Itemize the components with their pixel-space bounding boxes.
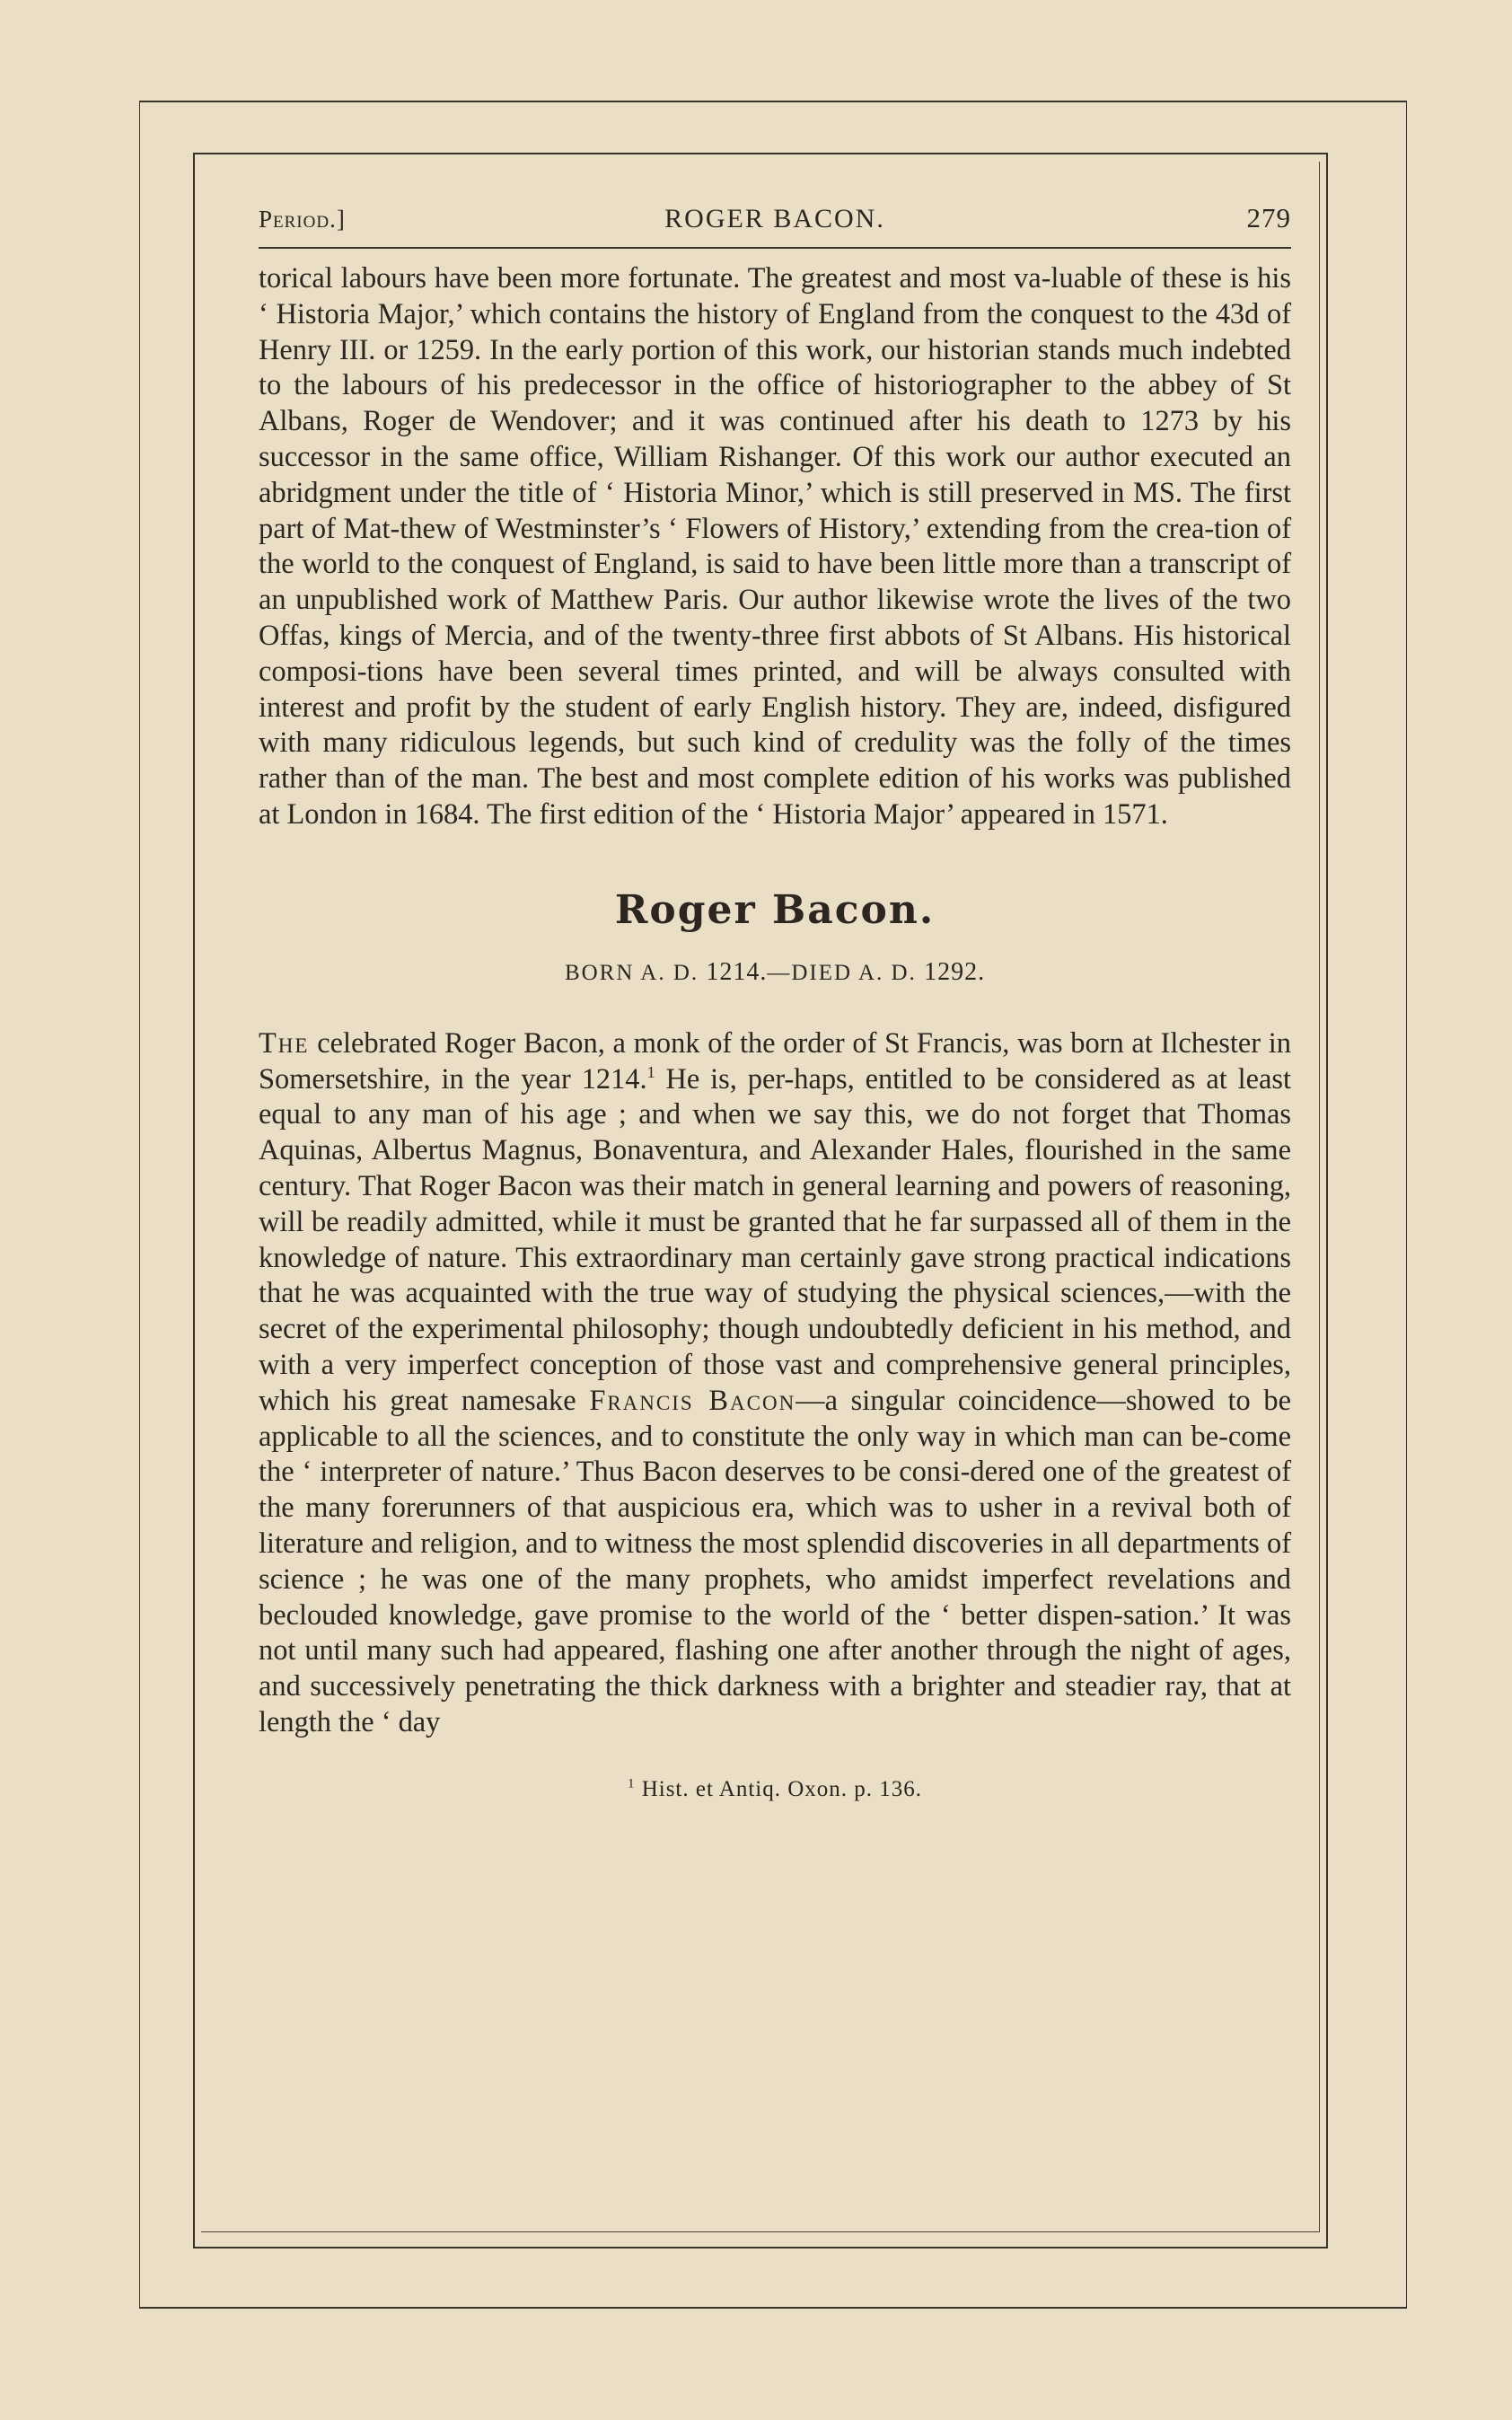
main-text-part1: celebrated Roger Bacon, a monk of the order of St Francis, was born at Ilchester in Somersetshire, in the year 1214. [259, 1026, 1291, 1096]
born-label: BORN A. D. [564, 960, 699, 985]
died-label: DIED A. D. [791, 960, 917, 985]
main-text-part3: —a singular coincidence—showed to be applicable to all the sciences, and to constitute the only way in which man can be-come the ‘ interpreter of nature.’ Thus Bacon deserves to be consi-dered one of the greatest of the many forerunners of that auspicious era, which was to usher in a revival both of literature and religion, and to witness the most splendid discoveries in all departments of science ; he was one of the many prophets, who amidst imperfect revelations and beclouded knowledge, gave promise to the world of the ‘ better dispen-sation.’ It was not until many such had appeared, flashing one after another through the night of ages, and successively penetrating the thick darkness with a brighter and steadier ray, that at length the ‘ day [259, 1384, 1291, 1738]
namesake-name: Francis Bacon [589, 1384, 796, 1417]
footnote-reference: 1 [646, 1062, 655, 1081]
page-number: 279 [1246, 202, 1291, 233]
page-content [259, 202, 1291, 1802]
died-year: 1292. [924, 957, 986, 986]
lead-word: The [259, 1026, 310, 1060]
main-paragraph [259, 1026, 1291, 1741]
footnote [259, 1777, 1291, 1802]
running-head-period: Period.] [259, 206, 346, 233]
section-title: Roger Bacon. [614, 886, 936, 933]
footnote-mark: 1 [627, 1776, 636, 1791]
main-text-part2: He is, per-haps, entitled to be considered as at least equal to any man of his age ; and when we say this, we do not forget that Thomas Aquinas, Albertus Magnus, Bonaventura, and Alexander Hales, flourished in the same century. That Roger Bacon was their match in general learning and powers of reasoning, will be readily admitted, while it must be granted that he far surpassed all of them in the knowledge of nature. This extraordinary man certainly gave strong practical indications that he was acquainted with the true way of studying the physical sciences,—with the secret of the experimental philosophy; though undoubtedly deficient in his method, and with a very imperfect conception of those vast and comprehensive general principles, which his great namesake [259, 1062, 1291, 1417]
footnote-text: Hist. et Antiq. Oxon. p. 136. [635, 1776, 923, 1801]
life-dates [259, 958, 1291, 987]
running-head-title: ROGER BACON. [664, 204, 885, 233]
running-head [259, 202, 1291, 249]
born-year: 1214. [706, 957, 768, 986]
dates-dash: — [767, 960, 792, 985]
continued-paragraph: torical labours have been more fortunate. The greatest and most va-luable of these is his ‘ Historia Major,’ which contains the history of England from the conquest to the 43d of Henry III. or 1259. In the early portion of this work, our historian stands much indebted to the labours of his predecessor in the office of historiographer to the abbey of St Albans, Roger de Wendover; and it was continued after his death to 1273 by his successor in the same office, William Rishanger. Of this work our author executed an abridgment under the title of ‘ Historia Minor,’ which is still preserved in MS. The first part of Mat-thew of Westminster’s ‘ Flowers of History,’ extending from the crea-tion of the world to the conquest of England, is said to have been little more than a transcript of an unpublished work of Matthew Paris. Our author likewise wrote the lives of the two Offas, kings of Mercia, and of the twenty-three first abbots of St Albans. His historical composi-tions have been several times printed, and will be always consulted with interest and profit by the student of early English history. They are, indeed, disfigured with many ridiculous legends, but such kind of credulity was the folly of the times rather than of the man. The best and most complete edition of his works was published at London in 1684. The first edition of the ‘ Historia Major’ appeared in 1571. [259, 262, 1291, 831]
